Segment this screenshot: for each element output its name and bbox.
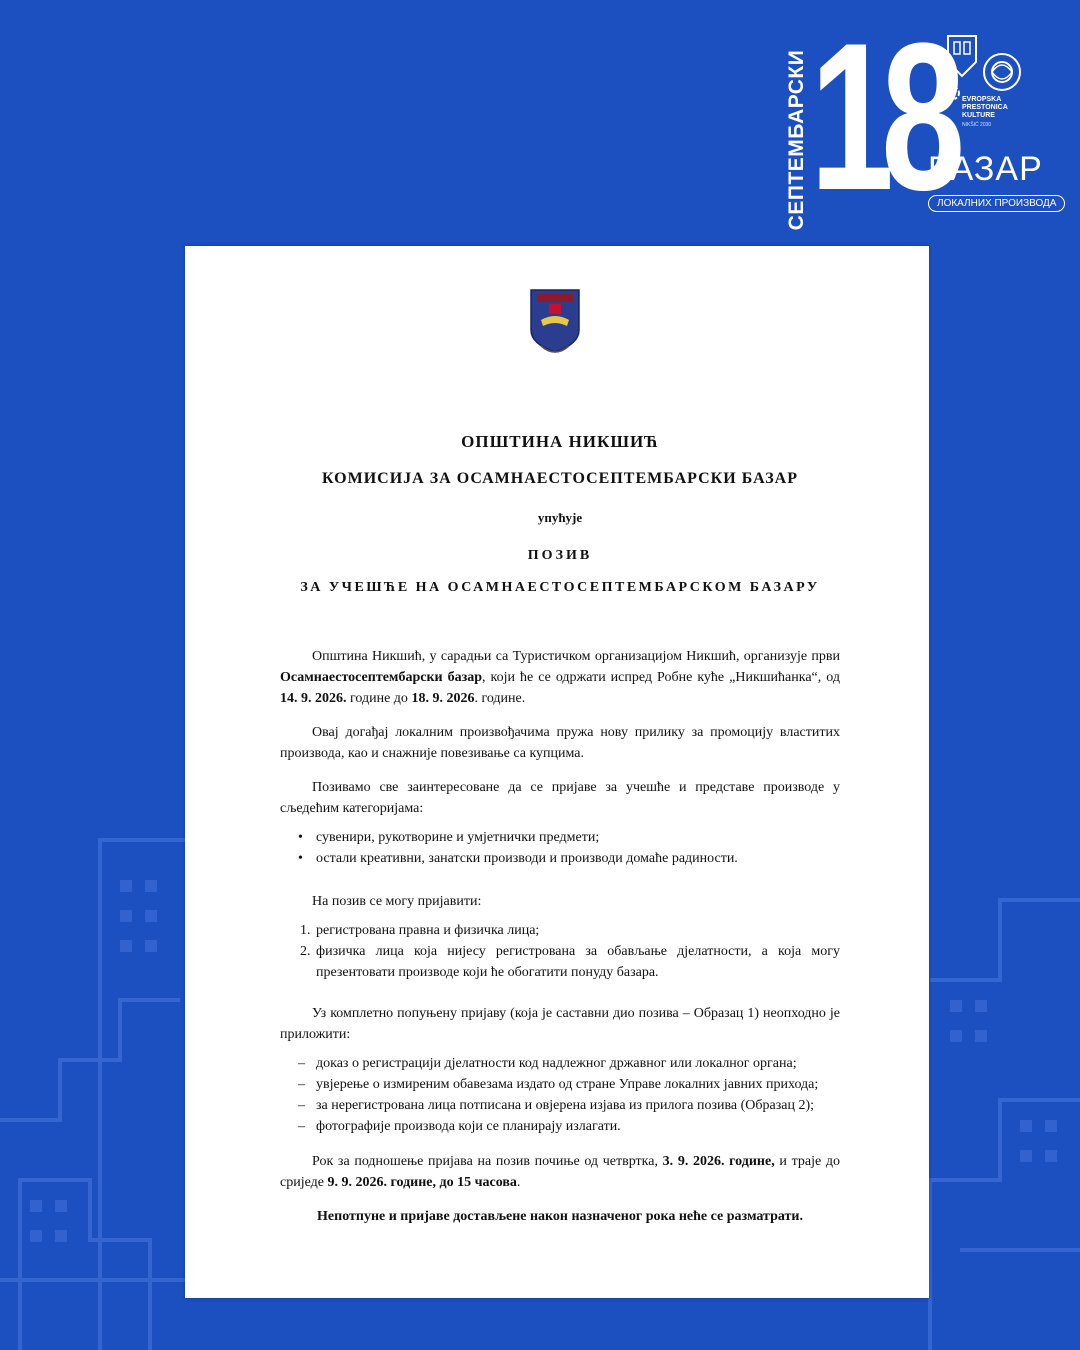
attachments-list [280, 1053, 840, 1137]
list-item: • сувенири, рукотворине и умјетнички предмети; [298, 827, 840, 848]
eu-capital-text: EVROPSKA PRESTONICA KULTURE [962, 96, 1008, 119]
list-item: – фотографије производа који се планирају излагати. [298, 1116, 840, 1137]
applicants-intro: На позив се могу пријавити: [312, 894, 482, 909]
eu-capital-culture-icon [946, 86, 960, 100]
list-item: – доказ о регистрацији дјелатности код надлежног државног или локалног органа; [298, 1053, 840, 1074]
intro-paragraph: Општина Никшић, у сарадњи са Туристичком организацијом Никшић, организује први Осамнаестосептембарски базар, који ће се одржати испред Робне куће „Никшићанка“, од 14. 9. 2026. године до 18. 9. 2026. године. [280, 649, 840, 706]
emblem-circle-icon [982, 52, 1022, 92]
sends-label: упућује [537, 510, 583, 525]
niksic-tower-logo-icon [946, 34, 978, 78]
list-item: 2. физичка лица која нијесу регистрована за обављање дјелатности, а која могу презентовати производе који ће обогатити понуду базара. [300, 944, 840, 980]
categories-list [280, 827, 840, 869]
attachments-intro: Уз комплетно попуњену пријаву (која је саставни дио позива – Образац 1) неопходно је приложити: [280, 1006, 840, 1042]
list-item: – за нерегистрована лица потписана и овјерена изјава из прилога позива (Образац 2); [298, 1095, 840, 1116]
list-item: • остали креативни, занатски производи и производи домаће радиности. [298, 848, 840, 869]
purpose-paragraph: Овај догађај локалним произвођачима пружа нову прилику за промоцију властитих производа, као и снажније повезивање са купцима. [280, 725, 840, 761]
final-notice: Непотпуне и пријаве достављене након назначеног рока неће се разматрати. [317, 1209, 803, 1224]
event-branding [0, 0, 1080, 240]
commission-title: КОМИСИЈА ЗА ОСАМНАЕСТОСЕПТЕМБАРСКИ БАЗАР [321, 470, 799, 487]
list-item: 1. регистрована правна и физичка лица; [300, 923, 540, 938]
eu-capital-year: NIKŠIĆ 2030 [962, 122, 992, 128]
applicants-list [280, 920, 840, 983]
vertical-label: СЕПТЕМБАРСКИ [785, 49, 808, 231]
big-number: 18 [810, 0, 953, 234]
call-title: ПОЗИВ [527, 548, 593, 563]
municipality-crest-icon [527, 286, 583, 358]
categories-intro: Позивамо све заинтересоване да се пријаве за учешће и представе производе у сљедећим категоријама: [280, 780, 840, 816]
call-subtitle: ЗА УЧЕШЋЕ НА ОСАМНАЕСТОСЕПТЕМБАРСКОМ БАЗАРУ [300, 580, 820, 595]
event-subtitle-badge: ЛОКАЛНИХ ПРОИЗВОДА [928, 195, 1065, 212]
event-title: БАЗАР [928, 150, 1043, 188]
deadline-paragraph: Рок за подношење пријава на позив почиње од четвртка, 3. 9. 2026. године, и траје до сриједе 9. 9. 2026. године, до 15 часова. [280, 1154, 840, 1190]
list-item: – увјерење о измиреним обавезама издато од стране Управе локалних јавних прихода; [298, 1074, 840, 1095]
invitation-document [185, 246, 929, 1298]
org-title: ОПШТИНА НИКШИЋ [461, 432, 659, 451]
document-body [280, 646, 840, 1240]
